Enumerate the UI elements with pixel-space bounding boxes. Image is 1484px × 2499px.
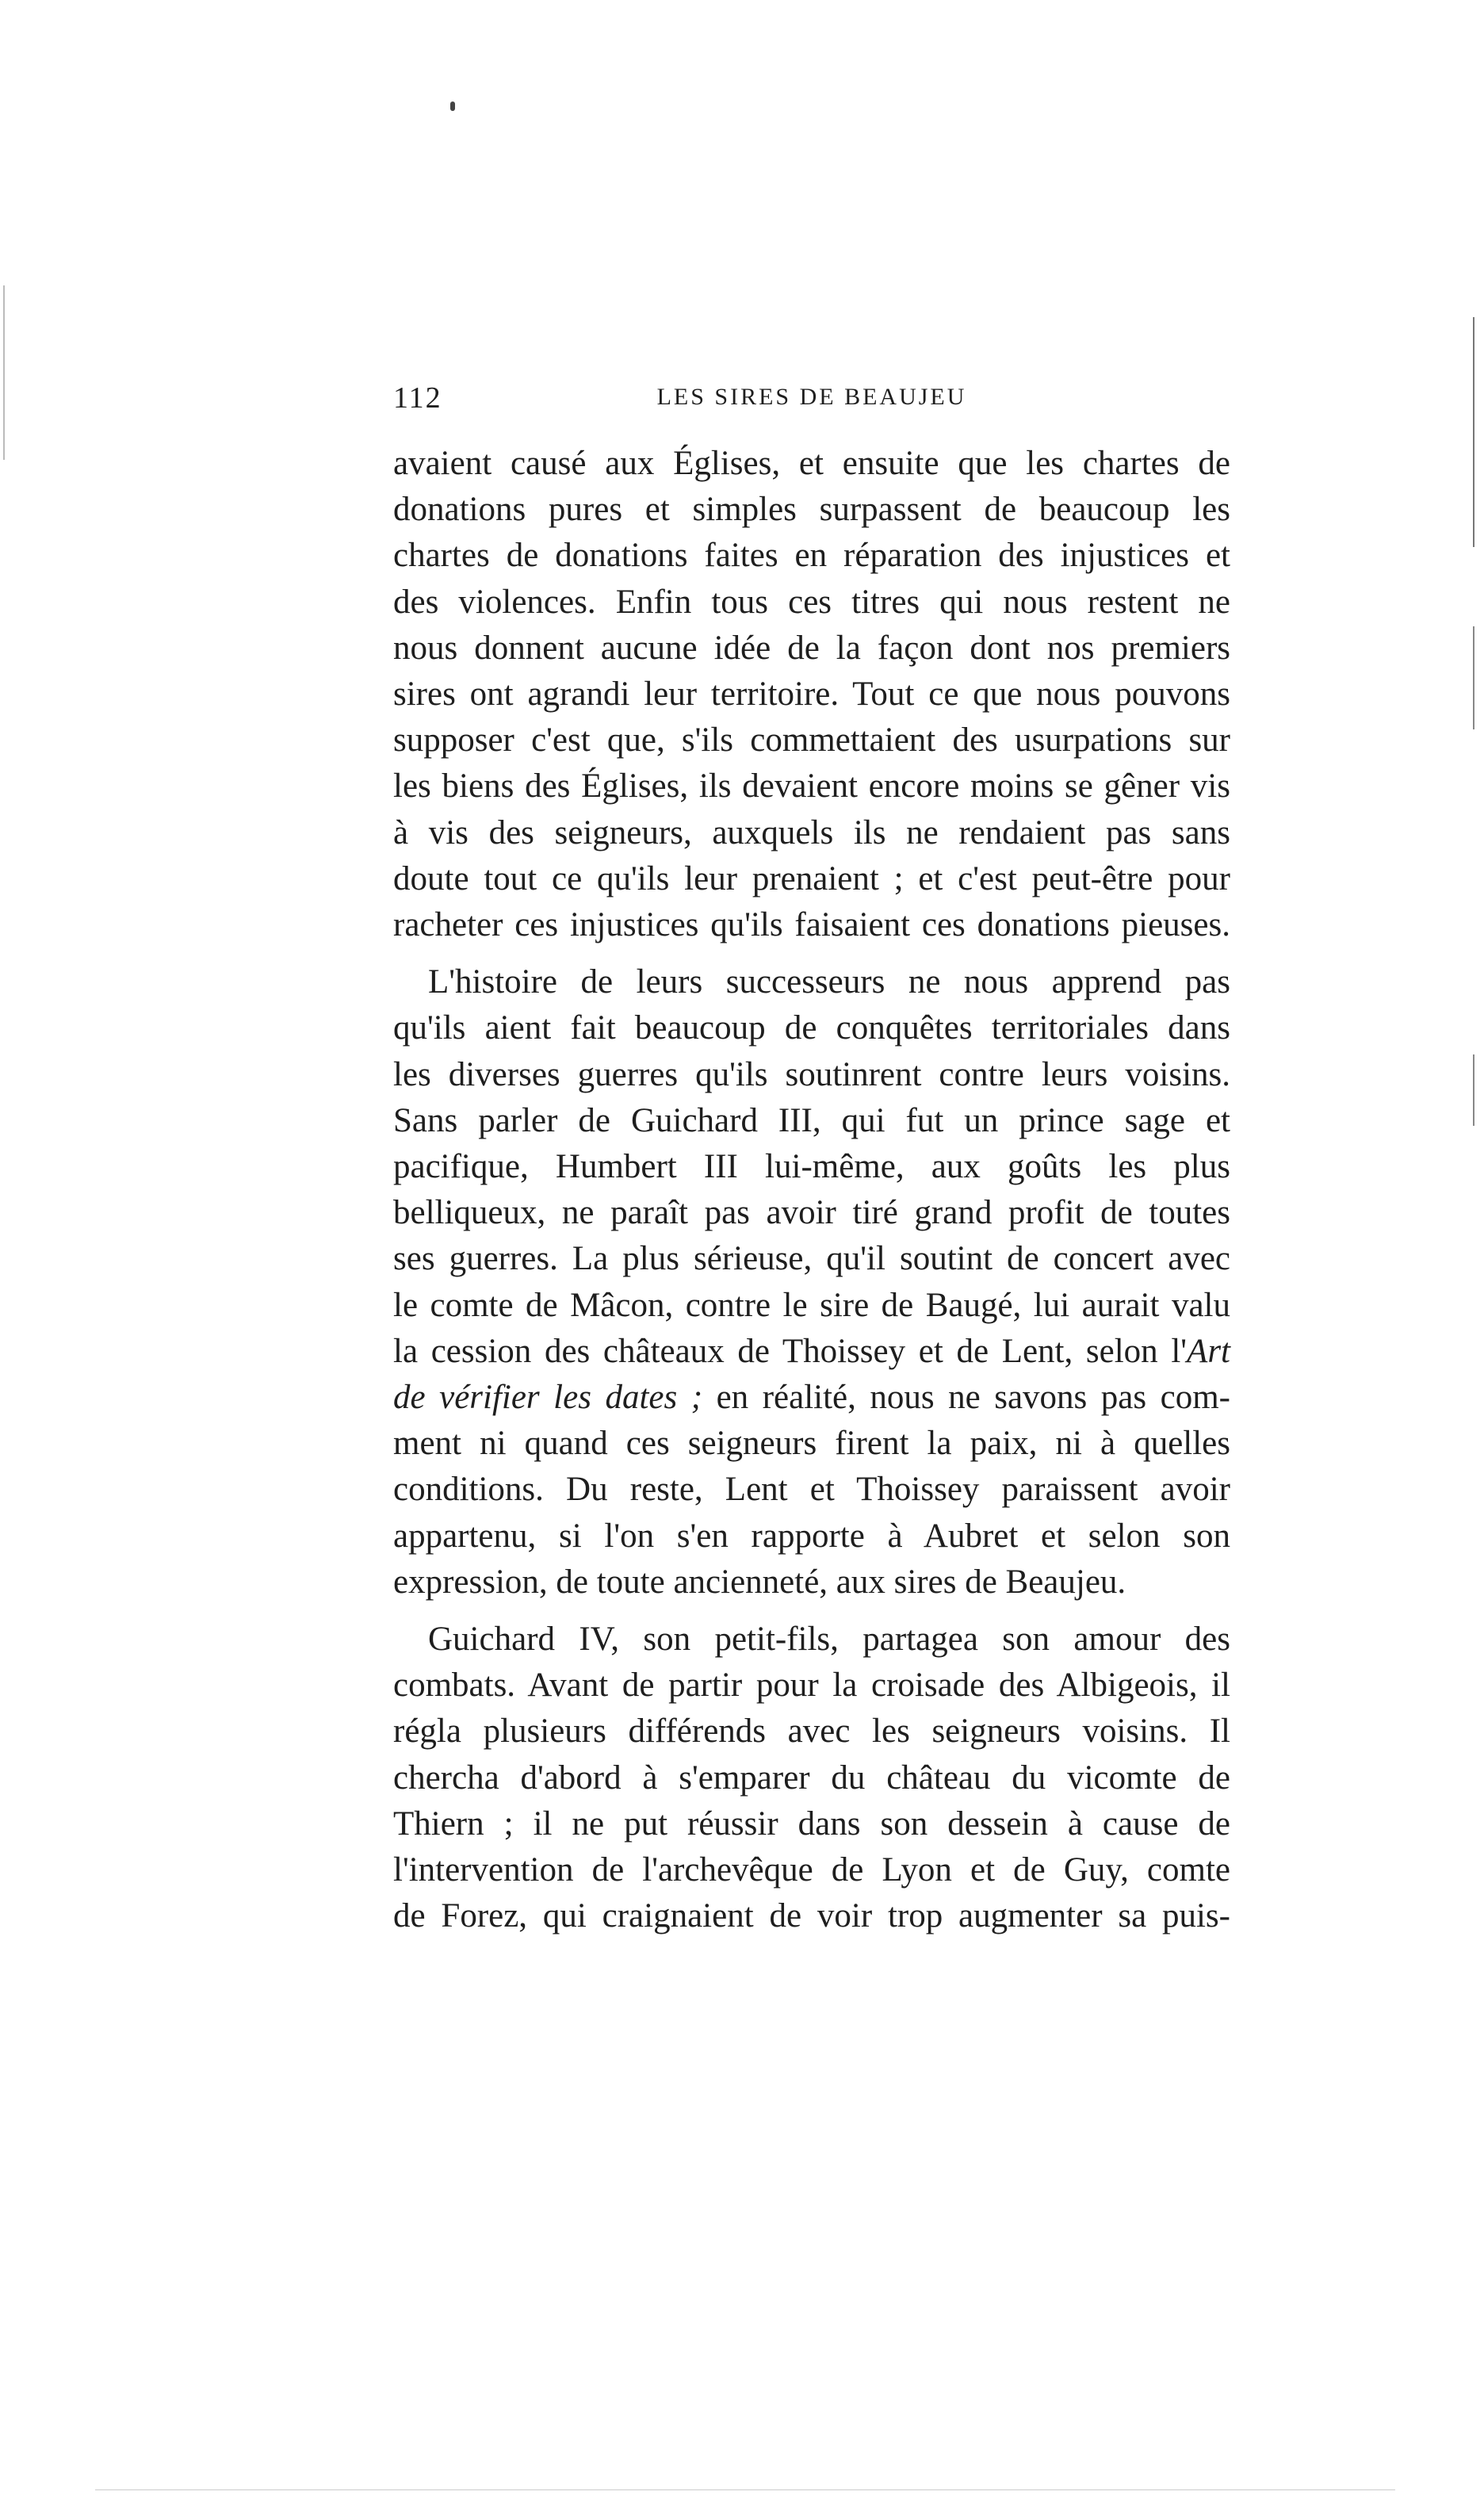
italic-title-fragment: Art bbox=[1187, 1332, 1230, 1370]
text-fragment: en réalité, nous ne savons pas com- bbox=[702, 1379, 1230, 1417]
text-line: Sans parler de Guichard III, qui fut un prince sage et bbox=[393, 1101, 1230, 1139]
text-line: ses guerres. La plus sérieuse, qu'il soutint de concert avec bbox=[393, 1240, 1230, 1278]
text-line: des violences. Enfin tous ces titres qui nous restent ne bbox=[393, 583, 1230, 621]
text-line: Thiern ; il ne put réussir dans son dessein à cause de bbox=[393, 1804, 1230, 1843]
text-line bbox=[393, 1329, 1230, 1375]
text-line: qu'ils aient fait beaucoup de conquêtes territoriales dans bbox=[393, 1009, 1230, 1047]
scan-bottom-rule bbox=[95, 2489, 1395, 2490]
italic-title-fragment: de vérifier les dates ; bbox=[393, 1379, 703, 1417]
text-line: belliqueux, ne paraît pas avoir tiré grand profit de toutes bbox=[393, 1194, 1230, 1232]
text-line: nous donnent aucune idée de la façon dont nos premiers bbox=[393, 629, 1230, 667]
text-line: L'histoire de leurs successeurs ne nous apprend pas bbox=[428, 963, 1230, 1001]
text-line: doute tout ce qu'ils leur prenaient ; et c'est peut-être pour bbox=[393, 859, 1230, 897]
text-fragment: la cession des châteaux de Thoissey et de Lent, selon l' bbox=[393, 1332, 1188, 1370]
text-line: avaient causé aux Églises, et ensuite que les chartes de bbox=[393, 445, 1230, 482]
running-title: LES SIRES DE BEAUJEU bbox=[656, 384, 967, 410]
text-line: le comte de Mâcon, contre le sire de Baugé, lui aurait valu bbox=[393, 1286, 1230, 1324]
text-line: chercha d'abord à s'emparer du château du vicomte de bbox=[393, 1758, 1230, 1797]
page-number: 112 bbox=[393, 381, 442, 415]
scan-edge-line bbox=[3, 285, 5, 460]
text-line: donations pures et simples surpassent de beaucoup les bbox=[393, 491, 1230, 529]
paragraph-3 bbox=[393, 1617, 1230, 1939]
text-line: chartes de donations faites en réparation des injustices et bbox=[393, 537, 1230, 575]
text-line: pacifique, Humbert III lui-même, aux goûts les plus bbox=[393, 1148, 1230, 1186]
text-line: combats. Avant de partir pour la croisade des Albigeois, il bbox=[393, 1667, 1230, 1705]
text-line: expression, de toute ancienneté, aux sires de Beaujeu. bbox=[393, 1563, 1126, 1601]
scan-edge-line bbox=[1473, 626, 1474, 729]
text-line: régla plusieurs différends avec les seigneurs voisins. Il bbox=[393, 1713, 1230, 1751]
paragraph-2 bbox=[393, 959, 1230, 1605]
text-line: sires ont agrandi leur territoire. Tout ce que nous pouvons bbox=[393, 675, 1230, 714]
text-line: les biens des Églises, ils devaient encore moins se gêner vis bbox=[393, 767, 1230, 806]
scan-speck bbox=[450, 101, 455, 111]
paragraph-1 bbox=[393, 441, 1230, 948]
text-line: conditions. Du reste, Lent et Thoissey paraissent avoir bbox=[393, 1471, 1230, 1509]
text-line: supposer c'est que, s'ils commettaient des usurpations sur bbox=[393, 721, 1230, 760]
scan-edge-line bbox=[1473, 1054, 1474, 1126]
body-text bbox=[393, 441, 1230, 1940]
text-line: Guichard IV, son petit-fils, partagea son amour des bbox=[428, 1621, 1230, 1659]
text-line: l'intervention de l'archevêque de Lyon et de Guy, comte bbox=[393, 1851, 1230, 1889]
text-line: appartenu, si l'on s'en rapporte à Aubret et selon son bbox=[393, 1517, 1230, 1555]
text-line: à vis des seigneurs, auxquels ils ne rendaient pas sans bbox=[393, 813, 1230, 851]
text-line bbox=[393, 1375, 1230, 1421]
text-line: racheter ces injustices qu'ils faisaient ces donations pieuses. bbox=[393, 906, 1230, 944]
page-header bbox=[393, 381, 1230, 428]
text-line: les diverses guerres qu'ils soutinrent contre leurs voisins. bbox=[393, 1055, 1230, 1093]
text-line: ment ni quand ces seigneurs firent la paix, ni à quelles bbox=[393, 1425, 1230, 1463]
text-line: de Forez, qui craignaient de voir trop augmenter sa puis- bbox=[393, 1897, 1230, 1935]
scan-edge-line bbox=[1473, 317, 1474, 547]
